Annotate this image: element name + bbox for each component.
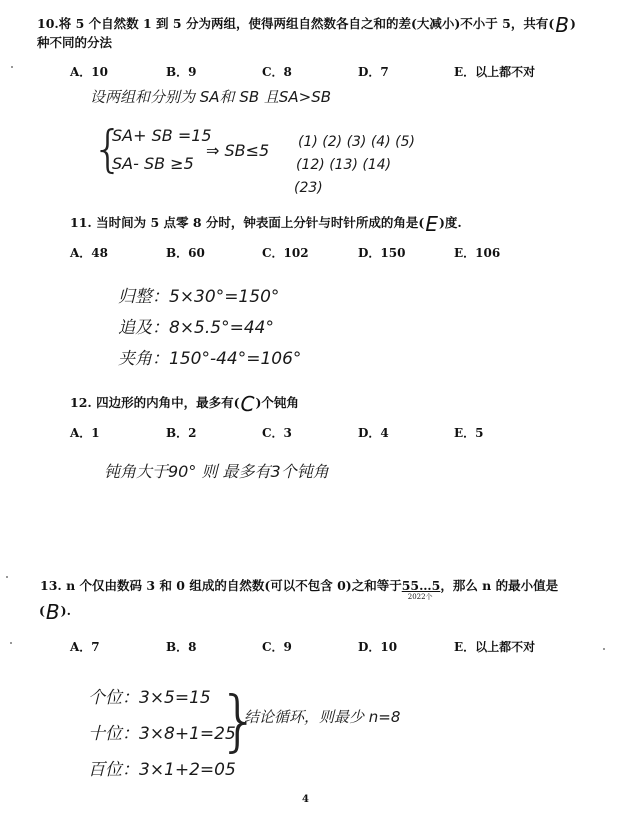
page-number: 4 xyxy=(302,794,309,805)
q10-work-eq1: SA+ SB =15 xyxy=(112,126,212,145)
question-13-answer-line xyxy=(39,599,71,624)
scan-speck xyxy=(11,66,13,68)
question-12 xyxy=(70,391,299,416)
question-13-number-digits: 55…5 xyxy=(401,578,441,593)
question-10-line1 xyxy=(37,12,576,37)
q10-option-e: E．以上都不对 xyxy=(454,65,536,79)
q11-option-c: C．102 xyxy=(262,246,309,260)
q10-work-setup: 设两组和分别为 SA和 SB 且SA>SB xyxy=(90,88,332,106)
question-11-close: )度. xyxy=(438,215,462,230)
q10-work-result: ⇒ SB≤5 xyxy=(206,141,270,160)
q13-group-brace: } xyxy=(218,682,260,759)
question-13-open: ( xyxy=(39,603,45,618)
question-13-number-count: 2022个 xyxy=(407,593,433,601)
question-13 xyxy=(40,576,559,601)
q10-option-c: C．8 xyxy=(262,65,292,79)
q12-option-d: D．4 xyxy=(358,426,389,440)
question-13-number xyxy=(401,578,441,601)
q13-option-c: C．9 xyxy=(262,640,292,654)
question-12-answer: C xyxy=(240,391,255,416)
scan-speck xyxy=(603,648,605,650)
q13-option-d: D．10 xyxy=(358,640,398,654)
question-10-answer: B xyxy=(555,12,569,37)
q12-option-a: A．1 xyxy=(70,426,100,440)
q11-work-line3: 夹角：150°-44°=106° xyxy=(118,349,302,369)
q10-work-eq2: SA- SB ≥5 xyxy=(112,154,194,173)
q13-option-e: E．以上都不对 xyxy=(454,640,536,654)
q11-option-b: B．60 xyxy=(166,246,205,260)
q13-work-hundreds: 百位：3×1+2=05 xyxy=(88,760,236,780)
q11-option-d: D．150 xyxy=(358,246,406,260)
q13-option-a: A．7 xyxy=(70,640,100,654)
q13-work-ones: 个位：3×5=15 xyxy=(88,688,211,708)
question-11 xyxy=(70,211,462,236)
q11-option-e: E．106 xyxy=(454,246,501,260)
question-13-close: ). xyxy=(60,603,71,618)
q10-work-cases3: (23) xyxy=(294,180,323,196)
question-12-text: 12. 四边形的内角中，最多有( xyxy=(70,395,240,410)
q13-work-tens: 十位：3×8+1=25 xyxy=(88,724,236,744)
question-13-text-end: ，那么 n 的最小值是 xyxy=(440,578,559,593)
q10-option-d: D．7 xyxy=(358,65,389,79)
q11-work-line1: 归整：5×30°=150° xyxy=(118,287,280,307)
q13-option-b: B．8 xyxy=(166,640,197,654)
question-12-close: )个钝角 xyxy=(255,395,299,410)
question-13-answer: B xyxy=(45,599,60,624)
question-13-text: 13. n 个仅由数码 3 和 0 组成的自然数(可以不包含 0)之和等于 xyxy=(40,578,402,593)
q12-option-e: E．5 xyxy=(454,426,484,440)
q12-option-c: C．3 xyxy=(262,426,292,440)
q10-system-brace: { xyxy=(92,120,124,178)
q11-work-line2: 追及：8×5.5°=44° xyxy=(118,318,274,338)
q10-work-cases2: (12) (13) (14) xyxy=(296,157,392,173)
question-10-close: ) xyxy=(569,16,576,31)
q10-option-a: A．10 xyxy=(70,65,109,79)
scan-speck xyxy=(10,642,12,644)
q10-work-cases1: (1) (2) (3) (4) (5) xyxy=(298,134,415,150)
question-11-answer: E xyxy=(425,211,438,236)
q12-option-b: B．2 xyxy=(166,426,197,440)
question-10-text: 10.将 5 个自然数 1 到 5 分为两组，使得两组自然数各自之和的差(大减小)不小于 5，共有( xyxy=(37,16,555,31)
scan-speck xyxy=(6,576,8,578)
q12-work-line1: 钝角大于90° 则 最多有3个钝角 xyxy=(104,462,329,481)
q11-option-a: A．48 xyxy=(70,246,109,260)
q13-work-conclusion: 结论循环，则最少 n=8 xyxy=(244,708,401,726)
question-10-line2: 种不同的分法 xyxy=(37,35,113,50)
q10-option-b: B．9 xyxy=(166,65,197,79)
question-11-text: 11. 当时间为 5 点零 8 分时，钟表面上分针与时针所成的角是( xyxy=(70,215,425,230)
